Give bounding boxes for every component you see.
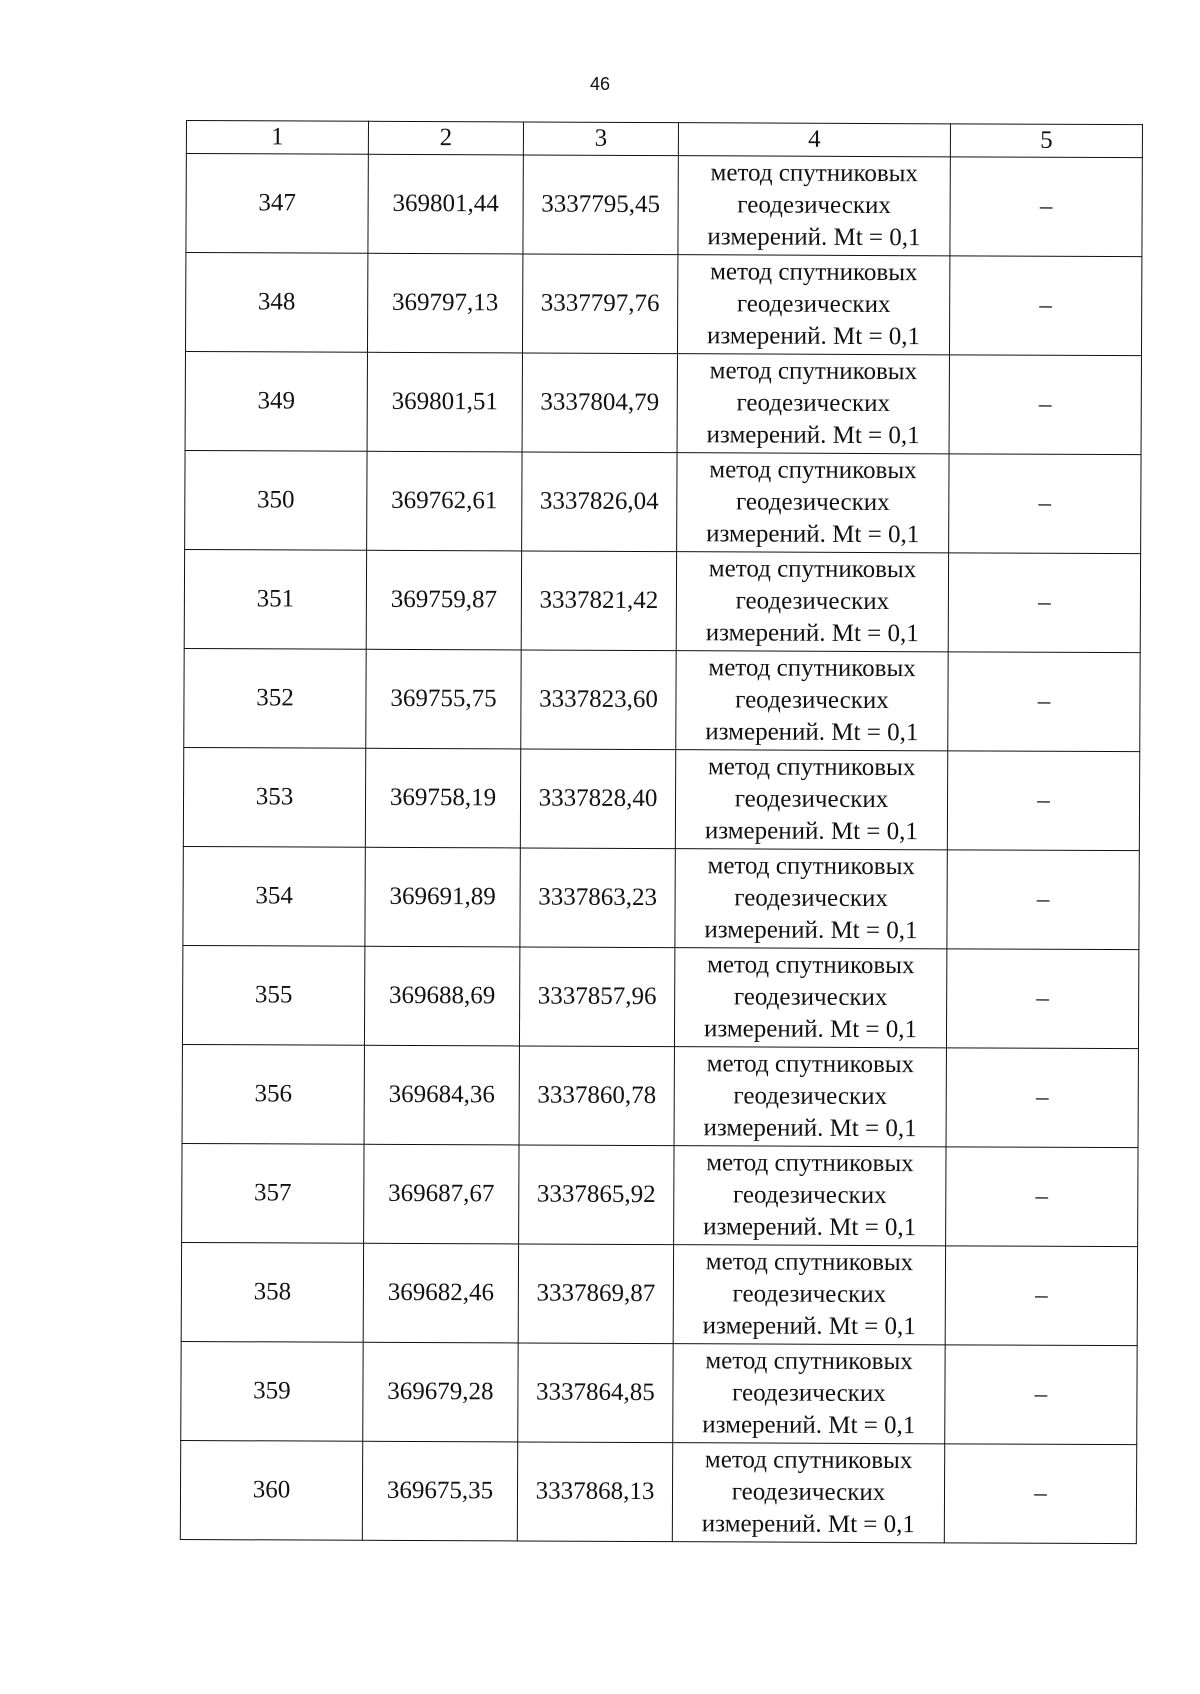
header-col-3: 3 — [523, 122, 678, 156]
cell-description: – — [950, 157, 1142, 257]
method-text-line: геодезических — [735, 686, 889, 715]
cell-method — [672, 1443, 944, 1543]
cell-description: – — [949, 454, 1141, 554]
cell-y-coordinate: 3337865,92 — [519, 1145, 674, 1245]
method-text-line: измерений. Mt = 0,1 — [706, 322, 921, 351]
method-text-line: измерений. Mt = 0,1 — [705, 718, 919, 747]
cell-x-coordinate: 369758,19 — [365, 748, 520, 848]
table-row — [185, 253, 1141, 356]
cell-x-coordinate: 369801,51 — [367, 352, 522, 452]
cell-method — [673, 1344, 945, 1444]
method-text-line: геодезических — [734, 884, 888, 913]
cell-x-coordinate: 369688,69 — [364, 946, 519, 1046]
method-text-line: измерений. Mt = 0,1 — [701, 1510, 915, 1539]
cell-x-coordinate: 369762,61 — [367, 451, 522, 551]
cell-y-coordinate: 3337804,79 — [522, 353, 677, 453]
cell-point-number: 350 — [185, 450, 367, 550]
cell-description: – — [949, 256, 1141, 356]
header-col-4: 4 — [678, 123, 950, 157]
method-text-line: измерений. Mt = 0,1 — [703, 1114, 917, 1143]
cell-x-coordinate: 369755,75 — [366, 649, 521, 749]
table-row — [180, 1440, 1136, 1543]
cell-y-coordinate: 3337797,76 — [522, 254, 677, 354]
header-col-1: 1 — [186, 121, 368, 155]
cell-point-number: 358 — [181, 1242, 363, 1342]
cell-point-number: 357 — [182, 1143, 364, 1243]
method-text-line: метод спутниковых — [707, 753, 916, 782]
method-text-line: измерений. Mt = 0,1 — [702, 1411, 916, 1440]
cell-y-coordinate: 3337821,42 — [521, 551, 676, 651]
cell-method — [676, 552, 948, 652]
cell-y-coordinate: 3337826,04 — [522, 452, 677, 552]
cell-y-coordinate: 3337795,45 — [523, 155, 678, 255]
method-text-line: измерений. Mt = 0,1 — [707, 223, 921, 252]
method-text-line: геодезических — [733, 1082, 888, 1111]
table-row — [181, 1242, 1137, 1345]
cell-point-number: 360 — [180, 1440, 362, 1540]
cell-y-coordinate: 3337869,87 — [518, 1244, 673, 1344]
table-row — [181, 1341, 1137, 1444]
method-text-line: метод спутниковых — [709, 456, 917, 485]
cell-method — [677, 453, 949, 553]
method-text-line: измерений. Mt = 0,1 — [703, 1015, 918, 1044]
method-text-line: метод спутниковых — [705, 1248, 914, 1277]
cell-method — [674, 1146, 946, 1246]
table-row — [184, 648, 1140, 751]
cell-point-number: 353 — [183, 747, 365, 847]
cell-point-number: 351 — [184, 549, 366, 649]
cell-description: – — [946, 949, 1138, 1049]
cell-description: – — [945, 1345, 1137, 1445]
method-text-line: геодезических — [735, 488, 890, 517]
method-text-line: метод спутниковых — [710, 159, 919, 188]
method-text-line: геодезических — [736, 389, 891, 418]
cell-x-coordinate: 369797,13 — [367, 253, 522, 353]
cell-description: – — [944, 1444, 1136, 1544]
method-text-line: метод спутниковых — [710, 258, 918, 287]
method-text-line: метод спутниковых — [708, 555, 917, 584]
cell-y-coordinate: 3337857,96 — [519, 947, 674, 1047]
method-text-line: измерений. Mt = 0,1 — [703, 1213, 917, 1242]
cell-x-coordinate: 369679,28 — [363, 1342, 518, 1442]
table-row — [184, 549, 1140, 652]
cell-description: – — [945, 1246, 1137, 1346]
method-text-line: измерений. Mt = 0,1 — [705, 619, 919, 648]
method-text-line: геодезических — [736, 290, 891, 319]
cell-method — [674, 948, 946, 1048]
cell-method — [677, 354, 949, 454]
cell-method — [676, 651, 948, 751]
method-text-line: геодезических — [732, 1280, 887, 1309]
cell-x-coordinate: 369682,46 — [363, 1243, 518, 1343]
table-row — [183, 846, 1139, 949]
cell-y-coordinate: 3337860,78 — [519, 1046, 674, 1146]
method-text-line: метод спутниковых — [704, 1446, 913, 1475]
cell-point-number: 355 — [182, 945, 364, 1045]
method-text-line: измерений. Mt = 0,1 — [702, 1312, 916, 1341]
method-text-line: измерений. Mt = 0,1 — [706, 520, 920, 549]
cell-description: – — [948, 553, 1140, 653]
table-header — [186, 121, 1142, 158]
page-number: 46 — [589, 74, 611, 94]
method-text-line: геодезических — [731, 1478, 886, 1507]
cell-y-coordinate: 3337868,13 — [517, 1442, 672, 1542]
table-row — [182, 1143, 1138, 1246]
table-row — [183, 747, 1139, 850]
table-row — [182, 1044, 1138, 1147]
method-text-line: геодезических — [733, 983, 888, 1012]
cell-point-number: 349 — [185, 351, 367, 451]
cell-method — [675, 750, 947, 850]
table-row — [185, 450, 1141, 553]
cell-point-number: 354 — [183, 846, 365, 946]
cell-point-number: 347 — [186, 154, 368, 254]
table-body — [180, 154, 1142, 1544]
method-text-line: метод спутниковых — [705, 1347, 913, 1376]
cell-method — [678, 156, 950, 256]
cell-y-coordinate: 3337863,23 — [520, 848, 675, 948]
coordinates-table — [180, 120, 1143, 1544]
method-text-line: измерений. Mt = 0,1 — [706, 421, 920, 450]
method-text-line: метод спутниковых — [706, 1050, 915, 1079]
cell-x-coordinate: 369759,87 — [366, 550, 521, 650]
cell-description: – — [948, 652, 1140, 752]
method-text-line: геодезических — [735, 587, 890, 616]
cell-method — [674, 1047, 946, 1147]
cell-y-coordinate: 3337823,60 — [521, 650, 676, 750]
cell-point-number: 356 — [182, 1044, 364, 1144]
cell-point-number: 352 — [184, 648, 366, 748]
header-col-2: 2 — [368, 121, 523, 155]
method-text-line: метод спутниковых — [706, 1149, 914, 1178]
cell-method — [677, 255, 949, 355]
method-text-line: геодезических — [734, 785, 889, 814]
cell-description: – — [949, 355, 1141, 455]
table-row — [182, 945, 1138, 1048]
header-row — [186, 121, 1142, 158]
cell-description: – — [946, 1048, 1138, 1148]
cell-point-number: 348 — [185, 253, 367, 353]
cell-x-coordinate: 369675,35 — [362, 1441, 517, 1541]
cell-point-number: 359 — [181, 1341, 363, 1441]
method-text-line: геодезических — [732, 1181, 887, 1210]
cell-x-coordinate: 369691,89 — [365, 847, 520, 947]
cell-y-coordinate: 3337828,40 — [520, 749, 675, 849]
cell-description: – — [947, 850, 1139, 950]
cell-method — [675, 849, 947, 949]
method-text-line: геодезических — [737, 191, 891, 220]
cell-x-coordinate: 369687,67 — [364, 1144, 519, 1244]
method-text-line: геодезических — [732, 1379, 886, 1408]
cell-x-coordinate: 369801,44 — [368, 154, 523, 254]
method-text-line: метод спутниковых — [709, 357, 918, 386]
method-text-line: измерений. Mt = 0,1 — [704, 817, 918, 846]
cell-method — [673, 1245, 945, 1345]
cell-description: – — [947, 751, 1139, 851]
header-col-5: 5 — [950, 124, 1142, 158]
table-row — [186, 154, 1142, 257]
method-text-line: измерений. Mt = 0,1 — [704, 916, 918, 945]
cell-description: – — [946, 1147, 1138, 1247]
method-text-line: метод спутниковых — [707, 951, 915, 980]
table-row — [185, 351, 1141, 454]
cell-x-coordinate: 369684,36 — [364, 1045, 519, 1145]
cell-y-coordinate: 3337864,85 — [518, 1343, 673, 1443]
method-text-line: метод спутниковых — [707, 852, 916, 881]
method-text-line: метод спутниковых — [708, 654, 916, 683]
